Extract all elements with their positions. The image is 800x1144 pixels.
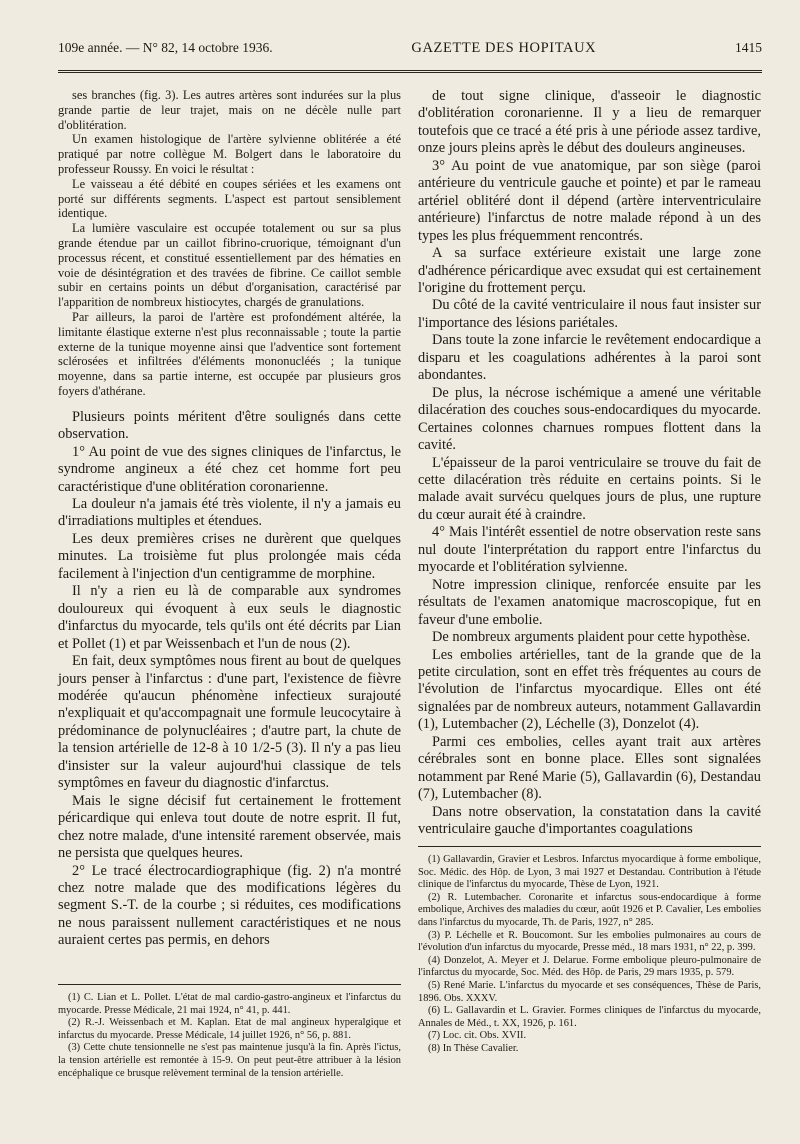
- running-header: [58, 40, 762, 66]
- paragraph: 3° Au point de vue anatomique, par son siège (paroi antérieure du ventricule gauche et pointe) et par le rameau artériel oblitéré dont il dépend (artère interventriculaire antérieure) l'infarctus de notre malade répond à un des types les plus fréquemment rencontrés.: [418, 157, 761, 244]
- paragraph: 4° Mais l'intérêt essentiel de notre observation reste sans nul doute l'interprétation du rapport entre l'infarctus du myocarde et l'oblitération sylvienne.: [418, 524, 761, 576]
- paragraph: L'épaisseur de la paroi ventriculaire se trouve du fait de cette dilacération très réduite en certains points. Si le malade avait survécu quelques jours de plus, une rupture du cœur aurait été à craindre.: [418, 454, 761, 523]
- footnote: (3) P. Léchelle et R. Boucomont. Sur les embolies pulmonaires au cours de l'évolution d'un infarctus du myocarde, Presse méd., 18 mars 1931, n° 22, p. 399.: [418, 929, 761, 954]
- footnote: (6) L. Gallavardin et L. Gravier. Formes cliniques de l'infarctus du myocarde, Annales de Méd., t. XX, 1926, p. 161.: [418, 1005, 761, 1029]
- footnote: (2) R.-J. Weissenbach et M. Kaplan. Etat de mal angineux hyperalgique et infarctus du myocarde. Presse Médicale, 14 juillet 1926, n° 56, p. 881.: [58, 1017, 401, 1041]
- paragraph: Les embolies artérielles, tant de la grande que de la petite circulation, sont en effet très fréquentes au cours de l'évolution de l'infarctus myocardique. Elles ont été signalées par de nombreux auteurs, notamment Gallavardin (1), Lutembacher (2), Léchelle (3), Donzelot (4).: [418, 646, 761, 733]
- paragraph: Un examen histologique de l'artère sylvienne oblitérée a été pratiqué par notre collègue M. Bolgert dans le laboratoire du professeur Roussy. En voici le résultat :: [58, 132, 401, 176]
- paragraph: Du côté de la cavité ventriculaire il nous faut insister sur l'importance des lésions pariétales.: [418, 297, 761, 331]
- paragraph: De plus, la nécrose ischémique a amené une véritable dilacération des couches sous-endocardiques du myocarde. Certaines colonnes charnues rompues flottent dans la cavité.: [418, 384, 761, 454]
- paragraph: La douleur n'a jamais été très violente, il n'y a jamais eu d'irradiations multiples et étendues.: [58, 496, 401, 530]
- paragraph: Il n'y a rien eu là de comparable aux syndromes douloureux qui évoquent à eux seuls le diagnostic d'infarctus du myocarde, tels qu'ils ont été décrits par Lian et Pollet (1) et par Weissenbach et l'un de nous (2).: [58, 583, 401, 652]
- paragraph: Le vaisseau a été débité en coupes sériées et les examens ont porté sur différents segments. L'aspect est partout sensiblement identique.: [58, 176, 401, 221]
- footnote: (2) R. Lutembacher. Coronarite et infarctus sous-endocardique à forme embolique, Archives des maladies du cœur, août 1926 et P. Cavalier, Les embolies dans l'infarctus du myocarde, Th. de Paris, 1927, n° 285.: [418, 891, 761, 928]
- footnote: (4) Donzelot, A. Meyer et J. Delarue. Forme embolique pleuro-pulmonaire de l'infarctus du myocarde, Soc. Méd. des Hôp. de Paris, 29 mars 1935, p. 579.: [418, 954, 761, 979]
- paragraph: A sa surface extérieure existait une large zone d'adhérence péricardique avec exsudat qui est certainement l'origine du frottement perçu.: [418, 245, 761, 296]
- footnote: (8) In Thèse Cavalier.: [428, 1042, 519, 1054]
- footnotes-left: [58, 992, 401, 1080]
- journal-title: GAZETTE DES HOPITAUX: [411, 40, 597, 56]
- paragraph: Notre impression clinique, renforcée ensuite par les résultats de l'examen anatomique macroscopique, fut en faveur d'une embolie.: [418, 576, 761, 628]
- page-number: 1415: [735, 40, 762, 55]
- paragraph: De nombreux arguments plaident pour cette hypothèse.: [432, 629, 751, 646]
- footnote: (1) Gallavardin, Gravier et Lesbros. Infarctus myocardique à forme embolique, Soc. Médic. des Hôp. de Lyon, 3 mai 1927 et Destandau. Contribution à l'étude clinique de l'infarctus du myocarde, Thèse de Lyon, 1921.: [418, 854, 761, 891]
- paragraph: La lumière vasculaire est occupée totalement ou sur sa plus grande étendue par un caillot fibrino-cruorique, témoignant d'un processus récent, et constitué essentiellement par des hématies en voie de désintégration et des travées de fibrine. Ce caillot semble subir en certains points un début d'organisation, caractérisé par l'apparition de nombreux histiocytes, chargés de granulations.: [58, 221, 401, 310]
- footnotes-right: [418, 854, 761, 1056]
- paragraph: ses branches (fig. 3). Les autres artères sont indurées sur la plus grande partie de leur trajet, mais on ne décèle nulle part d'oblitération.: [58, 88, 401, 132]
- paragraph: Mais le signe décisif fut certainement le frottement péricardique qui enleva tout doute de notre esprit. Il fut, chez notre malade, d'une intensité rarement observée, mais ne persista que quelques heures.: [58, 792, 401, 862]
- right-column: [418, 88, 761, 838]
- paragraph: Plusieurs points méritent d'être soulignés dans cette observation.: [58, 408, 401, 443]
- discussion-text: [58, 409, 401, 950]
- issue-info: 109e année. — N° 82, 14 octobre 1936.: [58, 40, 273, 55]
- footnote: (5) René Marie. L'infarctus du myocarde et ses conséquences, Thèse de Paris, 1896. Obs. XXXV.: [418, 979, 761, 1004]
- paragraph: 1° Au point de vue des signes cliniques de l'infarctus, le syndrome angineux a été chez cet homme fort peu caractéristique d'une oblitération coronarienne.: [58, 443, 401, 495]
- footnote: (1) C. Lian et L. Pollet. L'état de mal cardio-gastro-angineux et l'infarctus du myocarde. Presse Médicale, 21 mai 1924, n° 41, p. 441.: [58, 992, 401, 1016]
- paragraph: Les deux premières crises ne durèrent que quelques minutes. La troisième fut plus prolongée mais céda facilement à l'injection d'un centigramme de morphine.: [58, 530, 401, 582]
- paragraph: 2° Le tracé électrocardiographique (fig. 2) n'a montré chez notre malade que des modifications légères du segment S.-T. de la courbe ; si réduites, ces modifications ne nous paraissent nullement caractéristiques et ne nous auraient certes pas permis, en dehors: [58, 862, 401, 949]
- footnote: (3) Cette chute tensionnelle ne s'est pas maintenue jusqu'à la fin. Après l'ictus, la tension artérielle est remontée à 15-9. On peut peut-être attribuer à la lésion encéphalique ce brusque relèvement terminal de la tension artérielle.: [58, 1042, 401, 1079]
- paragraph: En fait, deux symptômes nous firent au bout de quelques jours penser à l'infarctus : d'une part, l'existence de fièvre modérée qu'aucun phénomène infectieux surajouté n'expliquait et qu'accompagnait une formule leucocytaire à prédominance de polynucléaires ; d'autre part, la chute de la tension artérielle de 12-8 à 10 1/2-5 (3). Il n'y a pas lieu d'insister sur la valeur aujourd'hui classique de tels symptômes en faveur du diagnostic d'infarctus.: [58, 653, 401, 792]
- footnote-rule-right: [418, 846, 761, 847]
- paragraph: Dans notre observation, la constatation dans la cavité ventriculaire gauche d'importantes coagulations: [418, 803, 761, 838]
- paragraph: Parmi ces embolies, celles ayant trait aux artères cérébrales sont en bonne place. Elles sont signalées notamment par René Marie (5), Gallavardin (6), Destandau (7), Lutembacher (8).: [418, 733, 761, 803]
- footnote: (7) Loc. cit. Obs. XVII.: [428, 1030, 527, 1042]
- footnote-rule-left: [58, 984, 401, 985]
- left-column: [58, 88, 401, 950]
- paragraph: Dans toute la zone infarcie le revêtement endocardique a disparu et les coagulations adhérentes à la paroi sont abondantes.: [418, 332, 761, 384]
- header-rule: [58, 70, 762, 73]
- paragraph: de tout signe clinique, d'asseoir le diagnostic d'oblitération coronarienne. Il y a lieu de remarquer toutefois que ce tracé a été pris à une période assez tardive, onze jours pleins après le début des douleurs angineuses.: [418, 88, 761, 157]
- paragraph: Par ailleurs, la paroi de l'artère est profondément altérée, la limitante élastique externe n'est plus reconnaissable ; toute la partie externe de la tunique moyenne ainsi que l'adventice sont fortement sclérosées et infiltrées d'éléments mononucléés ; la tunique moyenne, dans sa partie interne, est occupée par plusieurs gros foyers d'athérane.: [58, 309, 401, 398]
- histology-report: [58, 88, 401, 399]
